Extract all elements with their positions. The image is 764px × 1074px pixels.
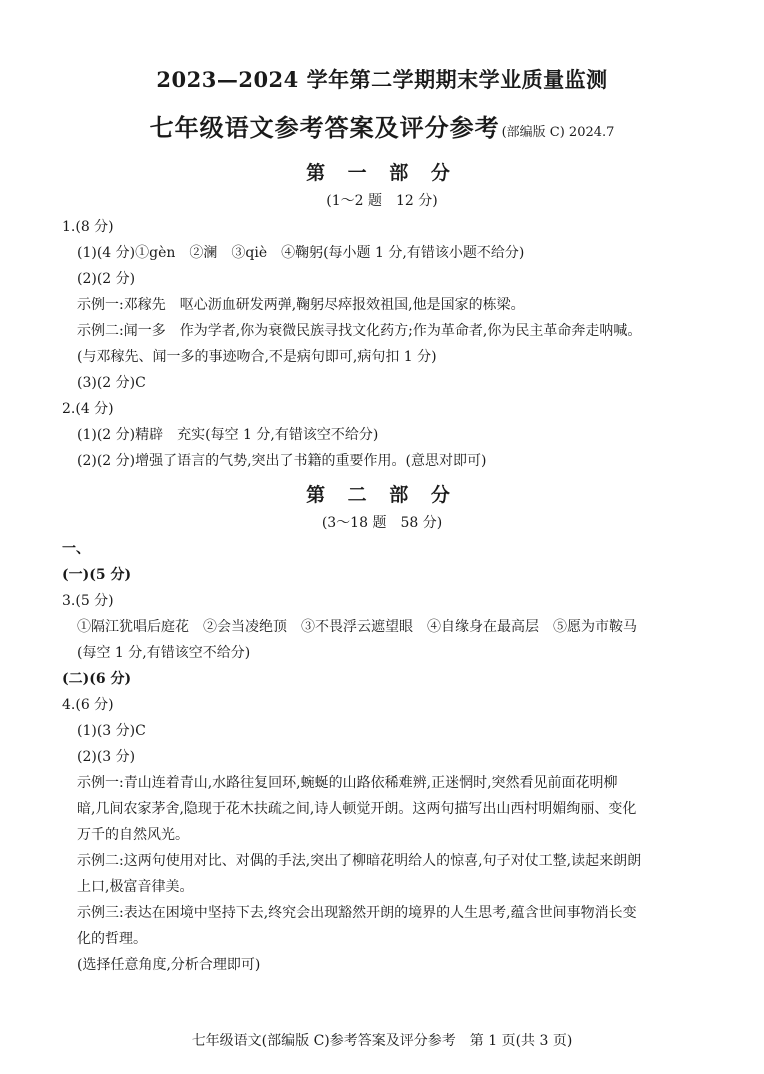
- q1-sub2: (2)(2 分): [77, 271, 136, 287]
- q3-note: (每空 1 分,有错该空不给分): [77, 645, 251, 661]
- q4-example3-line1: 示例三:表达在困境中坚持下去,终究会出现豁然开朗的境界的人生思考,蕴含世间事物消长变: [77, 905, 637, 921]
- subsection-1-heading: (一)(5 分): [62, 567, 132, 583]
- q4-example1-line2: 暗,几间农家茅舍,隐现于花木扶疏之间,诗人顿觉开朗。这两句描写出山西村明媚绚丽、变化: [77, 801, 637, 817]
- q1-note: (与邓稼先、闻一多的事迹吻合,不是病句即可,病句扣 1 分): [77, 349, 437, 365]
- part1-range: (1～2 题 12 分): [326, 193, 438, 209]
- q1-sub1: (1)(4 分)①gèn ②澜 ③qiè ④鞠躬(每小题 1 分,有错该小题不给分): [77, 245, 525, 261]
- q4-example1-line1: 示例一:青山连着青山,水路往复回环,蜿蜒的山路依稀难辨,正迷惘时,突然看见前面花明柳: [77, 775, 618, 791]
- q1-sub3: (3)(2 分)C: [77, 375, 146, 391]
- part2-range: (3～18 题 58 分): [321, 515, 443, 531]
- q4-sub2: (2)(3 分): [77, 749, 136, 765]
- q2-sub1: (1)(2 分)精辟 充实(每空 1 分,有错该空不给分): [77, 427, 379, 443]
- page-footer: 七年级语文(部编版 C)参考答案及评分参考 第 1 页(共 3 页): [191, 1033, 573, 1049]
- q1-example2: 示例二:闻一多 作为学者,你为衰微民族寻找文化药方;作为革命者,你为民主革命奔走呐喊。: [77, 323, 642, 339]
- exam-header: 2023—2024 学年第二学期期末学业质量监测: [156, 67, 608, 92]
- q4-note: (选择任意角度,分析合理即可): [77, 957, 261, 973]
- q4-sub1: (1)(3 分)C: [77, 723, 146, 739]
- subsection-2-heading: (二)(6 分): [62, 671, 132, 687]
- q3-heading: 3.(5 分): [62, 593, 114, 609]
- q4-heading: 4.(6 分): [62, 697, 114, 713]
- q1-heading: 1.(8 分): [62, 219, 114, 235]
- q2-heading: 2.(4 分): [62, 401, 114, 417]
- q1-example1: 示例一:邓稼先 呕心沥血研发两弹,鞠躬尽瘁报效祖国,他是国家的栋梁。: [77, 297, 525, 313]
- title-row: [0, 108, 764, 143]
- main-title: 七年级语文参考答案及评分参考: [149, 113, 500, 142]
- part1-title: 第 一 部 分: [306, 162, 458, 184]
- edition-date: (部编版 C) 2024.7: [501, 125, 615, 140]
- q4-example3-line2: 化的哲理。: [77, 931, 147, 947]
- q2-sub2: (2)(2 分)增强了语言的气势,突出了书籍的重要作用。(意思对即可): [77, 453, 487, 469]
- q3-answers: ①隔江犹唱后庭花 ②会当凌绝顶 ③不畏浮云遮望眼 ④自缘身在最高层 ⑤愿为市鞍马: [77, 619, 637, 635]
- section-one-heading: 一、: [62, 541, 90, 557]
- q4-example2-line1: 示例二:这两句使用对比、对偶的手法,突出了柳暗花明给人的惊喜,句子对仗工整,读起来朗朗: [77, 853, 642, 869]
- q4-example2-line2: 上口,极富音律美。: [77, 879, 194, 895]
- q4-example1-line3: 万千的自然风光。: [77, 827, 189, 843]
- part2-title: 第 二 部 分: [306, 484, 458, 506]
